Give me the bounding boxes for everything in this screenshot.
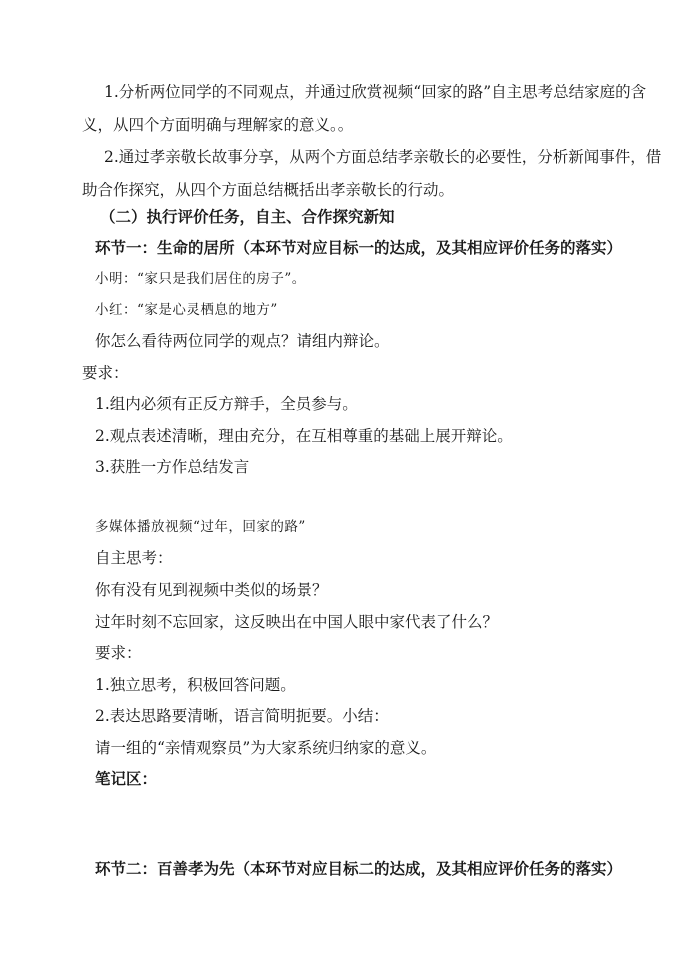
requirement-1-3: 3.获胜一方作总结发言: [95, 458, 250, 476]
requirements-label-2: 要求：: [95, 644, 142, 662]
objective-2-line-1: 2.通过孝亲敬长故事分享，从两个方面总结孝亲敬长的必要性，分析新闻事件，借: [104, 148, 662, 166]
requirement-1-2: 2.观点表述清晰，理由充分，在互相尊重的基础上展开辩论。: [95, 427, 513, 445]
thinking-question-1: 你有没有见到视频中类似的场景？: [95, 581, 328, 599]
requirement-2-1: 1.独立思考，积极回答问题。: [95, 676, 296, 694]
requirement-1-1: 1.组内必须有正反方辩手，全员参与。: [95, 395, 358, 413]
video-playback-line: 多媒体播放视频“过年，回家的路”: [95, 519, 306, 535]
stage-two-heading: 环节二：百善孝为先（本环节对应目标二的达成，及其相应评价任务的落实）: [95, 859, 623, 878]
notes-area-label: 笔记区：: [95, 769, 158, 788]
xiaohong-quote: 小红：“家是心灵栖息的地方”: [95, 302, 278, 318]
requirement-2-2: 2.表达思路要清晰，语言简明扼要。小结：: [95, 707, 389, 725]
xiaoming-quote: 小明：“家只是我们居住的房子”。: [95, 271, 306, 287]
objective-2-line-2: 助合作探究，从四个方面总结概括出孝亲敬长的行动。: [82, 181, 455, 199]
section-heading: （二）执行评价任务，自主、合作探究新知: [100, 207, 395, 226]
thinking-question-2: 过年时刻不忘回家，这反映出在中国人眼中家代表了什么？: [95, 613, 499, 631]
objective-1-line-1: 1.分析两位同学的不同观点，并通过欣赏视频“回家的路”自主思考总结家庭的含: [104, 83, 647, 101]
summary-task: 请一组的“亲情观察员”为大家系统归纳家的意义。: [95, 739, 437, 757]
self-thinking-label: 自主思考：: [95, 549, 173, 567]
debate-question: 你怎么看待两位同学的观点？请组内辩论。: [95, 332, 390, 350]
requirements-label-1: 要求：: [82, 364, 129, 382]
objective-1-line-2: 义，从四个方面明确与理解家的意义。。: [82, 116, 354, 134]
stage-one-heading: 环节一：生命的居所（本环节对应目标一的达成，及其相应评价任务的落实）: [95, 238, 623, 257]
